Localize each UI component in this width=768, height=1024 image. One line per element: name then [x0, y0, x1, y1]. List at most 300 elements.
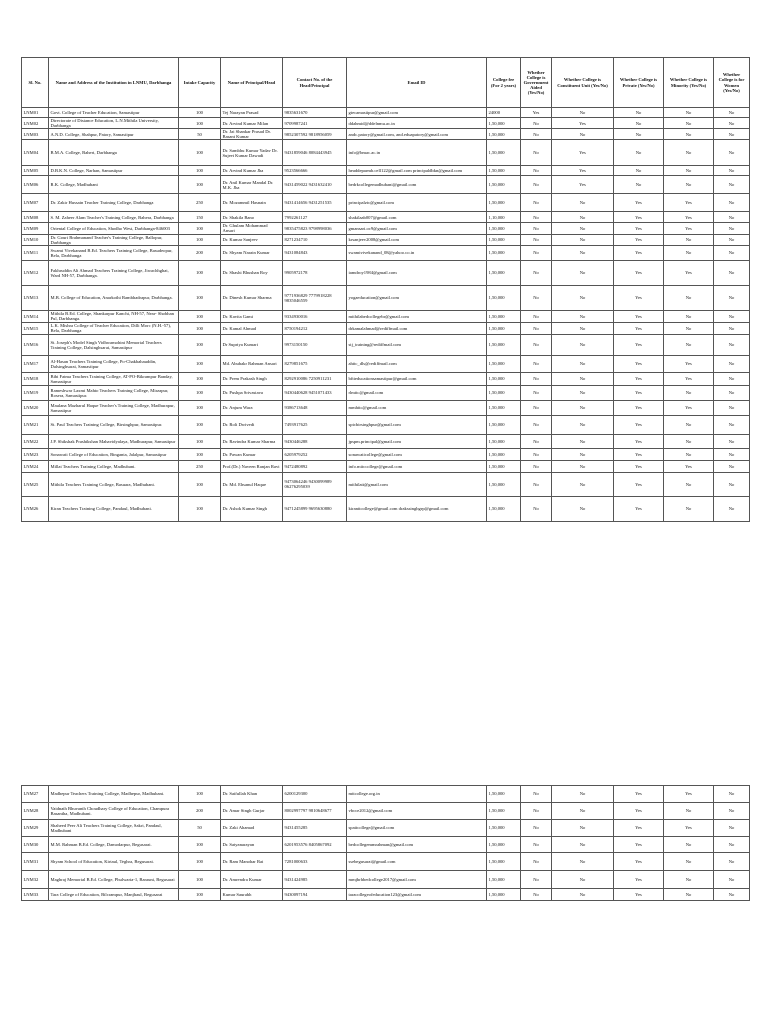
principal-cell: Dr. Shashi Bhushan Roy [221, 260, 283, 285]
email-cell: ddahmid@ddelnmu.ac.in [347, 118, 487, 129]
women-cell: No [714, 194, 750, 212]
intake-cell: 100 [179, 260, 221, 285]
women-cell: No [714, 129, 750, 140]
govt-aided-cell: No [521, 176, 552, 194]
women-cell: No [714, 415, 750, 434]
sl-no-cell: LNM22 [22, 434, 49, 448]
private-cell: Yes [614, 803, 664, 820]
minority-cell: No [664, 385, 714, 400]
minority-cell: No [664, 245, 714, 260]
constituent-cell: No [552, 448, 614, 460]
minority-cell: No [664, 166, 714, 176]
email-cell: info@bmac.ac.in [347, 140, 487, 166]
email-cell: yogaeducation@gmail.com [347, 285, 487, 310]
intake-cell: 100 [179, 786, 221, 803]
institution-cell: S. M. Zaheer Alam Teacher's Training College, Bahera, Darbhanga [49, 212, 179, 223]
email-cell: gtecamastipur@gmail.com [347, 108, 487, 118]
fee-cell: 1,50,000 [487, 448, 521, 460]
principal-cell: Dr. Kavita Gami [221, 310, 283, 322]
contact-cell: 6200129300 [283, 786, 347, 803]
private-cell: Yes [614, 400, 664, 415]
institution-cell: A.N.D. College, Shahpur, Patory, Samastipur [49, 129, 179, 140]
fee-cell: 1,50,000 [487, 118, 521, 129]
institution-cell: J.P. Shikshak Prashikshan Mahavidyalaya, Madhurapur, Samastipur [49, 434, 179, 448]
govt-aided-cell: No [521, 837, 552, 853]
fee-cell: 1,50,000 [487, 194, 521, 212]
principal-cell: Dr. Shyam Narain Kumar [221, 245, 283, 260]
private-cell: Yes [614, 322, 664, 334]
fee-cell: 1,50,000 [487, 853, 521, 871]
minority-cell: No [664, 415, 714, 434]
intake-cell: 100 [179, 434, 221, 448]
institution-cell: St. Paul Teachers Training College, Birsinghpur, Samastipur. [49, 415, 179, 434]
table-row [22, 140, 750, 166]
sl-no-cell: LNM18 [22, 372, 49, 385]
fee-cell: 1,50,000 [487, 472, 521, 496]
table-row [22, 223, 750, 234]
minority-cell: No [664, 176, 714, 194]
email-cell: ahttc_dls@rediffmail.com [347, 355, 487, 372]
principal-cell: Tej Narayan Prasad [221, 108, 283, 118]
table-row [22, 434, 750, 448]
constituent-cell: No [552, 355, 614, 372]
private-cell: No [614, 176, 664, 194]
table-row [22, 176, 750, 194]
institution-cell: Sonawati College of Education, Binganta, Jalalpur, Samastipur [49, 448, 179, 460]
constituent-cell: No [552, 803, 614, 820]
contact-cell: 9431859046 8084443945 [283, 140, 347, 166]
institution-cell: B.M.A. College, Baheri, Darbhanga [49, 140, 179, 166]
institution-cell: D.B.K.N. College, Narhan, Samastipur [49, 166, 179, 176]
intake-cell: 100 [179, 310, 221, 322]
sl-no-cell: LNM15 [22, 322, 49, 334]
women-cell: No [714, 223, 750, 234]
private-cell: Yes [614, 889, 664, 901]
govt-aided-cell: No [521, 129, 552, 140]
fee-cell: 1,50,000 [487, 889, 521, 901]
private-cell: Yes [614, 434, 664, 448]
table-row [22, 415, 750, 434]
fee-cell: 1,50,000 [487, 322, 521, 334]
email-cell: rlmttc@gmail.com [347, 385, 487, 400]
contact-cell: 8292910086 7250911231 [283, 372, 347, 385]
minority-cell: No [664, 448, 714, 460]
women-cell: No [714, 871, 750, 889]
women-cell: No [714, 853, 750, 871]
govt-aided-cell: No [521, 285, 552, 310]
email-cell: gmansari.oc9@gmail.com [347, 223, 487, 234]
contact-cell: 8750194212 [283, 322, 347, 334]
email-cell: sptcbirsinghpur@gmail.com [347, 415, 487, 434]
private-cell: Yes [614, 472, 664, 496]
govt-aided-cell: No [521, 496, 552, 521]
women-cell: No [714, 496, 750, 521]
table-body-page-2 [22, 786, 750, 901]
minority-cell: Yes [664, 460, 714, 472]
institution-cell: Govt. College of Teacher Education, Samastipur [49, 108, 179, 118]
constituent-cell: No [552, 234, 614, 245]
govt-aided-cell: No [521, 245, 552, 260]
table-row [22, 285, 750, 310]
table-row [22, 212, 750, 223]
fee-cell: 1,50,000 [487, 803, 521, 820]
email-cell: shakilaab007@gmail.com [347, 212, 487, 223]
private-cell: No [614, 129, 664, 140]
minority-cell: Yes [664, 355, 714, 372]
institutions-table-page-1 [21, 57, 750, 522]
table-row [22, 871, 750, 889]
fee-cell: 1,50,000 [487, 786, 521, 803]
header-cell: Name of Principal/Head [221, 58, 283, 108]
principal-cell: Dr. Jai Shankar Prasad Dr. Basant Kumar [221, 129, 283, 140]
constituent-cell: No [552, 194, 614, 212]
sl-no-cell: LNM32 [22, 871, 49, 889]
table-row [22, 786, 750, 803]
contact-cell: 9973150150 [283, 334, 347, 355]
fee-cell: 1,50,000 [487, 400, 521, 415]
women-cell: No [714, 212, 750, 223]
intake-cell: 100 [179, 448, 221, 460]
govt-aided-cell: No [521, 820, 552, 837]
contact-cell: 9431455285 [283, 820, 347, 837]
sl-no-cell: LNM01 [22, 108, 49, 118]
contact-cell: 9852307592 9818956059 [283, 129, 347, 140]
institution-cell: Maghraj Memorial B.Ed. College, Phulwaria-1, Barauni, Begusarai [49, 871, 179, 889]
fee-cell: 24000 [487, 108, 521, 118]
intake-cell: 100 [179, 889, 221, 901]
intake-cell: 150 [179, 212, 221, 223]
principal-cell: Dr. Satyanarayan [221, 837, 283, 853]
principal-cell: Prof.(Dr.) Naveen Ranjan Ravi [221, 460, 283, 472]
private-cell: Yes [614, 212, 664, 223]
minority-cell: Yes [664, 372, 714, 385]
principal-cell: Dr. Anil Kumar Mandal Dr. M.K. Jha [221, 176, 283, 194]
constituent-cell: No [552, 372, 614, 385]
sl-no-cell: LNM17 [22, 355, 49, 372]
header-cell: Whether College is Minority (Yes/No) [664, 58, 714, 108]
govt-aided-cell: No [521, 212, 552, 223]
govt-aided-cell: No [521, 223, 552, 234]
email-cell: mithilatt@gmail.com [347, 472, 487, 496]
institution-cell: Dr. Gouri Brahmanand Teacher's Training College, Ballopur, Darbhanga [49, 234, 179, 245]
minority-cell: No [664, 871, 714, 889]
minority-cell: No [664, 434, 714, 448]
sl-no-cell: LNM27 [22, 786, 49, 803]
constituent-cell: No [552, 820, 614, 837]
constituent-cell: No [552, 837, 614, 853]
institution-cell: M.B. College of Education, Anarkothi Rambhadrapur, Darbhanga. [49, 285, 179, 310]
govt-aided-cell: No [521, 260, 552, 285]
women-cell: No [714, 285, 750, 310]
principal-cell: Dr. Kumar Sanjeev [221, 234, 283, 245]
header-cell: Sl. No. [22, 58, 49, 108]
intake-cell: 100 [179, 355, 221, 372]
private-cell: Yes [614, 786, 664, 803]
email-cell: mmjbrhbedcollege2017@gmail.com [347, 871, 487, 889]
fee-cell: 1,50,000 [487, 871, 521, 889]
constituent-cell: No [552, 334, 614, 355]
govt-aided-cell: No [521, 234, 552, 245]
constituent-cell: No [552, 400, 614, 415]
intake-cell: 100 [179, 372, 221, 385]
minority-cell: No [664, 108, 714, 118]
contact-cell: 9835631670 [283, 108, 347, 118]
fee-cell: 1,50,000 [487, 334, 521, 355]
sl-no-cell: LNM23 [22, 448, 49, 460]
minority-cell: No [664, 496, 714, 521]
contact-cell: 9431414656 9431251535 [283, 194, 347, 212]
private-cell: Yes [614, 853, 664, 871]
private-cell: Yes [614, 496, 664, 521]
institution-cell: St. Joseph's Model Singh Vidhwamohini Memorial Teachers Training College, Dalsinghsarai, Samastipur [49, 334, 179, 355]
women-cell: No [714, 355, 750, 372]
minority-cell: Yes [664, 786, 714, 803]
intake-cell: 250 [179, 194, 221, 212]
table-row [22, 334, 750, 355]
fee-cell: 1,10,000 [487, 212, 521, 223]
govt-aided-cell: No [521, 334, 552, 355]
women-cell: No [714, 385, 750, 400]
women-cell: No [714, 820, 750, 837]
fee-cell: 1,50,000 [487, 176, 521, 194]
constituent-cell: No [552, 889, 614, 901]
intake-cell: 100 [179, 118, 221, 129]
table-row [22, 853, 750, 871]
institution-cell: Vaidnath Bhuvanth Choudhary College of Education, Champura Basantha, Madhubani. [49, 803, 179, 820]
constituent-cell: Yes [552, 140, 614, 166]
constituent-cell: No [552, 472, 614, 496]
institution-cell: Dr. Zakir Hussain Teacher Training College, Darbhanga [49, 194, 179, 212]
govt-aided-cell: No [521, 355, 552, 372]
intake-cell: 100 [179, 234, 221, 245]
constituent-cell: No [552, 108, 614, 118]
contact-cell: 6205979252 [283, 448, 347, 460]
private-cell: Yes [614, 223, 664, 234]
private-cell: Yes [614, 310, 664, 322]
fee-cell: 1,50,000 [487, 140, 521, 166]
table-row [22, 803, 750, 820]
govt-aided-cell: No [521, 385, 552, 400]
private-cell: Yes [614, 355, 664, 372]
minority-cell: Yes [664, 194, 714, 212]
sl-no-cell: LNM26 [22, 496, 49, 521]
table-body-page-1 [22, 108, 750, 522]
contact-cell: 7992261127 [283, 212, 347, 223]
email-cell: swamivivekanand_08@yahoo.co.in [347, 245, 487, 260]
email-cell: bedcollegemmrahman@gmail.com [347, 837, 487, 853]
principal-cell: Dr. Anjum Wara [221, 400, 283, 415]
sl-no-cell: LNM13 [22, 285, 49, 310]
sl-no-cell: LNM10 [22, 234, 49, 245]
header-row [22, 58, 750, 108]
constituent-cell: No [552, 322, 614, 334]
constituent-cell: No [552, 434, 614, 448]
institution-cell: Tara College of Education, Bilcrampur, Manjhaul, Begusarai [49, 889, 179, 901]
private-cell: No [614, 140, 664, 166]
institution-cell: Bibi Fatma Teachers Training College, AT-PO-Bikrampur Banday, Samastipur [49, 372, 179, 385]
header-cell: Intake Capacity [179, 58, 221, 108]
minority-cell: No [664, 472, 714, 496]
contact-cell: 9472480892 [283, 460, 347, 472]
intake-cell: 100 [179, 400, 221, 415]
table-row [22, 400, 750, 415]
intake-cell: 100 [179, 385, 221, 400]
minority-cell: No [664, 129, 714, 140]
principal-cell: Dr. Zaki Ahamad [221, 820, 283, 837]
constituent-cell: Yes [552, 118, 614, 129]
principal-cell: Dr. Sambhu Kumar Yadav Dr. Sujeet Kumar Dawadi [221, 140, 283, 166]
fee-cell: 1,50,000 [487, 820, 521, 837]
header-cell: Whether College is Government Aided (Yes/No) [521, 58, 552, 108]
sl-no-cell: LNM20 [22, 400, 49, 415]
women-cell: No [714, 260, 750, 285]
fee-cell: 1,50,000 [487, 385, 521, 400]
women-cell: No [714, 472, 750, 496]
institution-cell: Kiran Teachers Training College, Pandaul, Madhubani. [49, 496, 179, 521]
private-cell: Yes [614, 245, 664, 260]
private-cell: Yes [614, 820, 664, 837]
private-cell: Yes [614, 194, 664, 212]
header-cell: Email ID [347, 58, 487, 108]
women-cell: No [714, 245, 750, 260]
principal-cell: Dr. Kamal Ahmad [221, 322, 283, 334]
intake-cell: 100 [179, 837, 221, 853]
women-cell: No [714, 176, 750, 194]
fee-cell: 1,50,000 [487, 434, 521, 448]
minority-cell: No [664, 285, 714, 310]
intake-cell: 100 [179, 853, 221, 871]
women-cell: No [714, 334, 750, 355]
principal-cell: Dr. Ashok Kumar Singh [221, 496, 283, 521]
minority-cell: No [664, 310, 714, 322]
intake-cell: 250 [179, 460, 221, 472]
email-cell: andc.patory@gmail.com, and.eduapatory@gmail.com [347, 129, 487, 140]
women-cell: No [714, 166, 750, 176]
constituent-cell: No [552, 786, 614, 803]
institution-cell: R.K. College, Madhubani [49, 176, 179, 194]
principal-cell: Dr Supriya Kumari [221, 334, 283, 355]
table-row [22, 837, 750, 853]
principal-cell: Dr. Amrendra Kumar [221, 871, 283, 889]
principal-cell: Dr. Prem Prakash Singh [221, 372, 283, 385]
women-cell: No [714, 118, 750, 129]
fee-cell: 1,50,000 [487, 372, 521, 385]
fee-cell: 1,50,000 [487, 310, 521, 322]
govt-aided-cell: No [521, 415, 552, 434]
minority-cell: No [664, 234, 714, 245]
women-cell: No [714, 234, 750, 245]
intake-cell: 100 [179, 166, 221, 176]
table-row [22, 260, 750, 285]
constituent-cell: No [552, 415, 614, 434]
email-cell: bedrkcollegemadhubani@gmail.com [347, 176, 487, 194]
constituent-cell: Yes [552, 176, 614, 194]
women-cell: No [714, 803, 750, 820]
sl-no-cell: LNM03 [22, 129, 49, 140]
contact-cell: 9835475823 9798998036 [283, 223, 347, 234]
fee-cell: 1,50,000 [487, 223, 521, 234]
intake-cell: 100 [179, 322, 221, 334]
institution-cell: Shaheed Peer Ali Teachers Training College, Sakri, Pandaul, Madhubani [49, 820, 179, 837]
intake-cell: 100 [179, 223, 221, 234]
private-cell: Yes [614, 448, 664, 460]
institution-cell: Millat Teachers Training College, Madhubani. [49, 460, 179, 472]
institution-cell: Fakhruddin Ali Ahmad Teachers Training College, Jiwachhghat, Ward NH-57, Darbhanga. [49, 260, 179, 285]
email-cell: ssebegusarai@gmail.com [347, 853, 487, 871]
header-cell: Whether College is for Women (Yes/No) [714, 58, 750, 108]
minority-cell: No [664, 889, 714, 901]
table-row [22, 889, 750, 901]
private-cell: Yes [614, 415, 664, 434]
institution-cell: Shyam School of Education, Kirtaul, Teghra, Begusarai. [49, 853, 179, 871]
email-cell: headdeparmb.cell122@gmail.com principaldbkn@gmail.com [347, 166, 487, 176]
constituent-cell: No [552, 260, 614, 285]
sl-no-cell: LNM28 [22, 803, 49, 820]
constituent-cell: No [552, 853, 614, 871]
intake-cell: 100 [179, 176, 221, 194]
constituent-cell: No [552, 223, 614, 234]
principal-cell: Dr. Pushpa Srivastava [221, 385, 283, 400]
institution-cell: Rameshwar Laxmi Mahto Teachers Training College, Mirzapur, Rosera, Samastipur. [49, 385, 179, 400]
principal-cell: Dr. Arvind Kumar Milan [221, 118, 283, 129]
govt-aided-cell: No [521, 372, 552, 385]
minority-cell: No [664, 140, 714, 166]
table-row [22, 322, 750, 334]
sl-no-cell: LNM14 [22, 310, 49, 322]
intake-cell: 100 [179, 496, 221, 521]
women-cell: No [714, 448, 750, 460]
principal-cell: Dr. Md. Ehsanul Haque [221, 472, 283, 496]
principal-cell: Kumar Saurabh [221, 889, 283, 901]
fee-cell: 1,50,000 [487, 234, 521, 245]
sl-no-cell: LNM04 [22, 140, 49, 166]
institution-cell: Oriental College of Education, Shodho West, Darbhanga-846003 [49, 223, 179, 234]
govt-aided-cell: No [521, 460, 552, 472]
contact-cell: 9431084843 [283, 245, 347, 260]
sl-no-cell: LNM33 [22, 889, 49, 901]
private-cell: Yes [614, 234, 664, 245]
private-cell: Yes [614, 385, 664, 400]
contact-cell: 9471245899 9695630880 [283, 496, 347, 521]
contact-cell: 9431459022 9431632410 [283, 176, 347, 194]
email-cell: sonawaticollege@gmail.com [347, 448, 487, 460]
women-cell: No [714, 786, 750, 803]
govt-aided-cell: No [521, 803, 552, 820]
minority-cell: No [664, 118, 714, 129]
principal-cell: Md. Abubakr Rahman Ansari [221, 355, 283, 372]
contact-cell: 9334930016 [283, 310, 347, 322]
email-cell: drkamalahmad@rediffmail.com [347, 322, 487, 334]
constituent-cell: Yes [552, 166, 614, 176]
intake-cell: 100 [179, 108, 221, 118]
contact-cell: 8271234710 [283, 234, 347, 245]
govt-aided-cell: No [521, 871, 552, 889]
intake-cell: 100 [179, 140, 221, 166]
private-cell: Yes [614, 285, 664, 310]
fee-cell: 1,50,000 [487, 129, 521, 140]
private-cell: Yes [614, 260, 664, 285]
govt-aided-cell: Yes [521, 108, 552, 118]
constituent-cell: No [552, 245, 614, 260]
institutions-table-page-2 [21, 785, 750, 901]
principal-cell: Dr. Roli Dwivedi [221, 415, 283, 434]
govt-aided-cell: No [521, 786, 552, 803]
email-cell: bftteducationsamastipur@gmail.com [347, 372, 487, 385]
email-cell: iamdroy1984@gmail.com [347, 260, 487, 285]
fee-cell: 1,50,000 [487, 166, 521, 176]
intake-cell: 100 [179, 871, 221, 889]
govt-aided-cell: No [521, 166, 552, 176]
